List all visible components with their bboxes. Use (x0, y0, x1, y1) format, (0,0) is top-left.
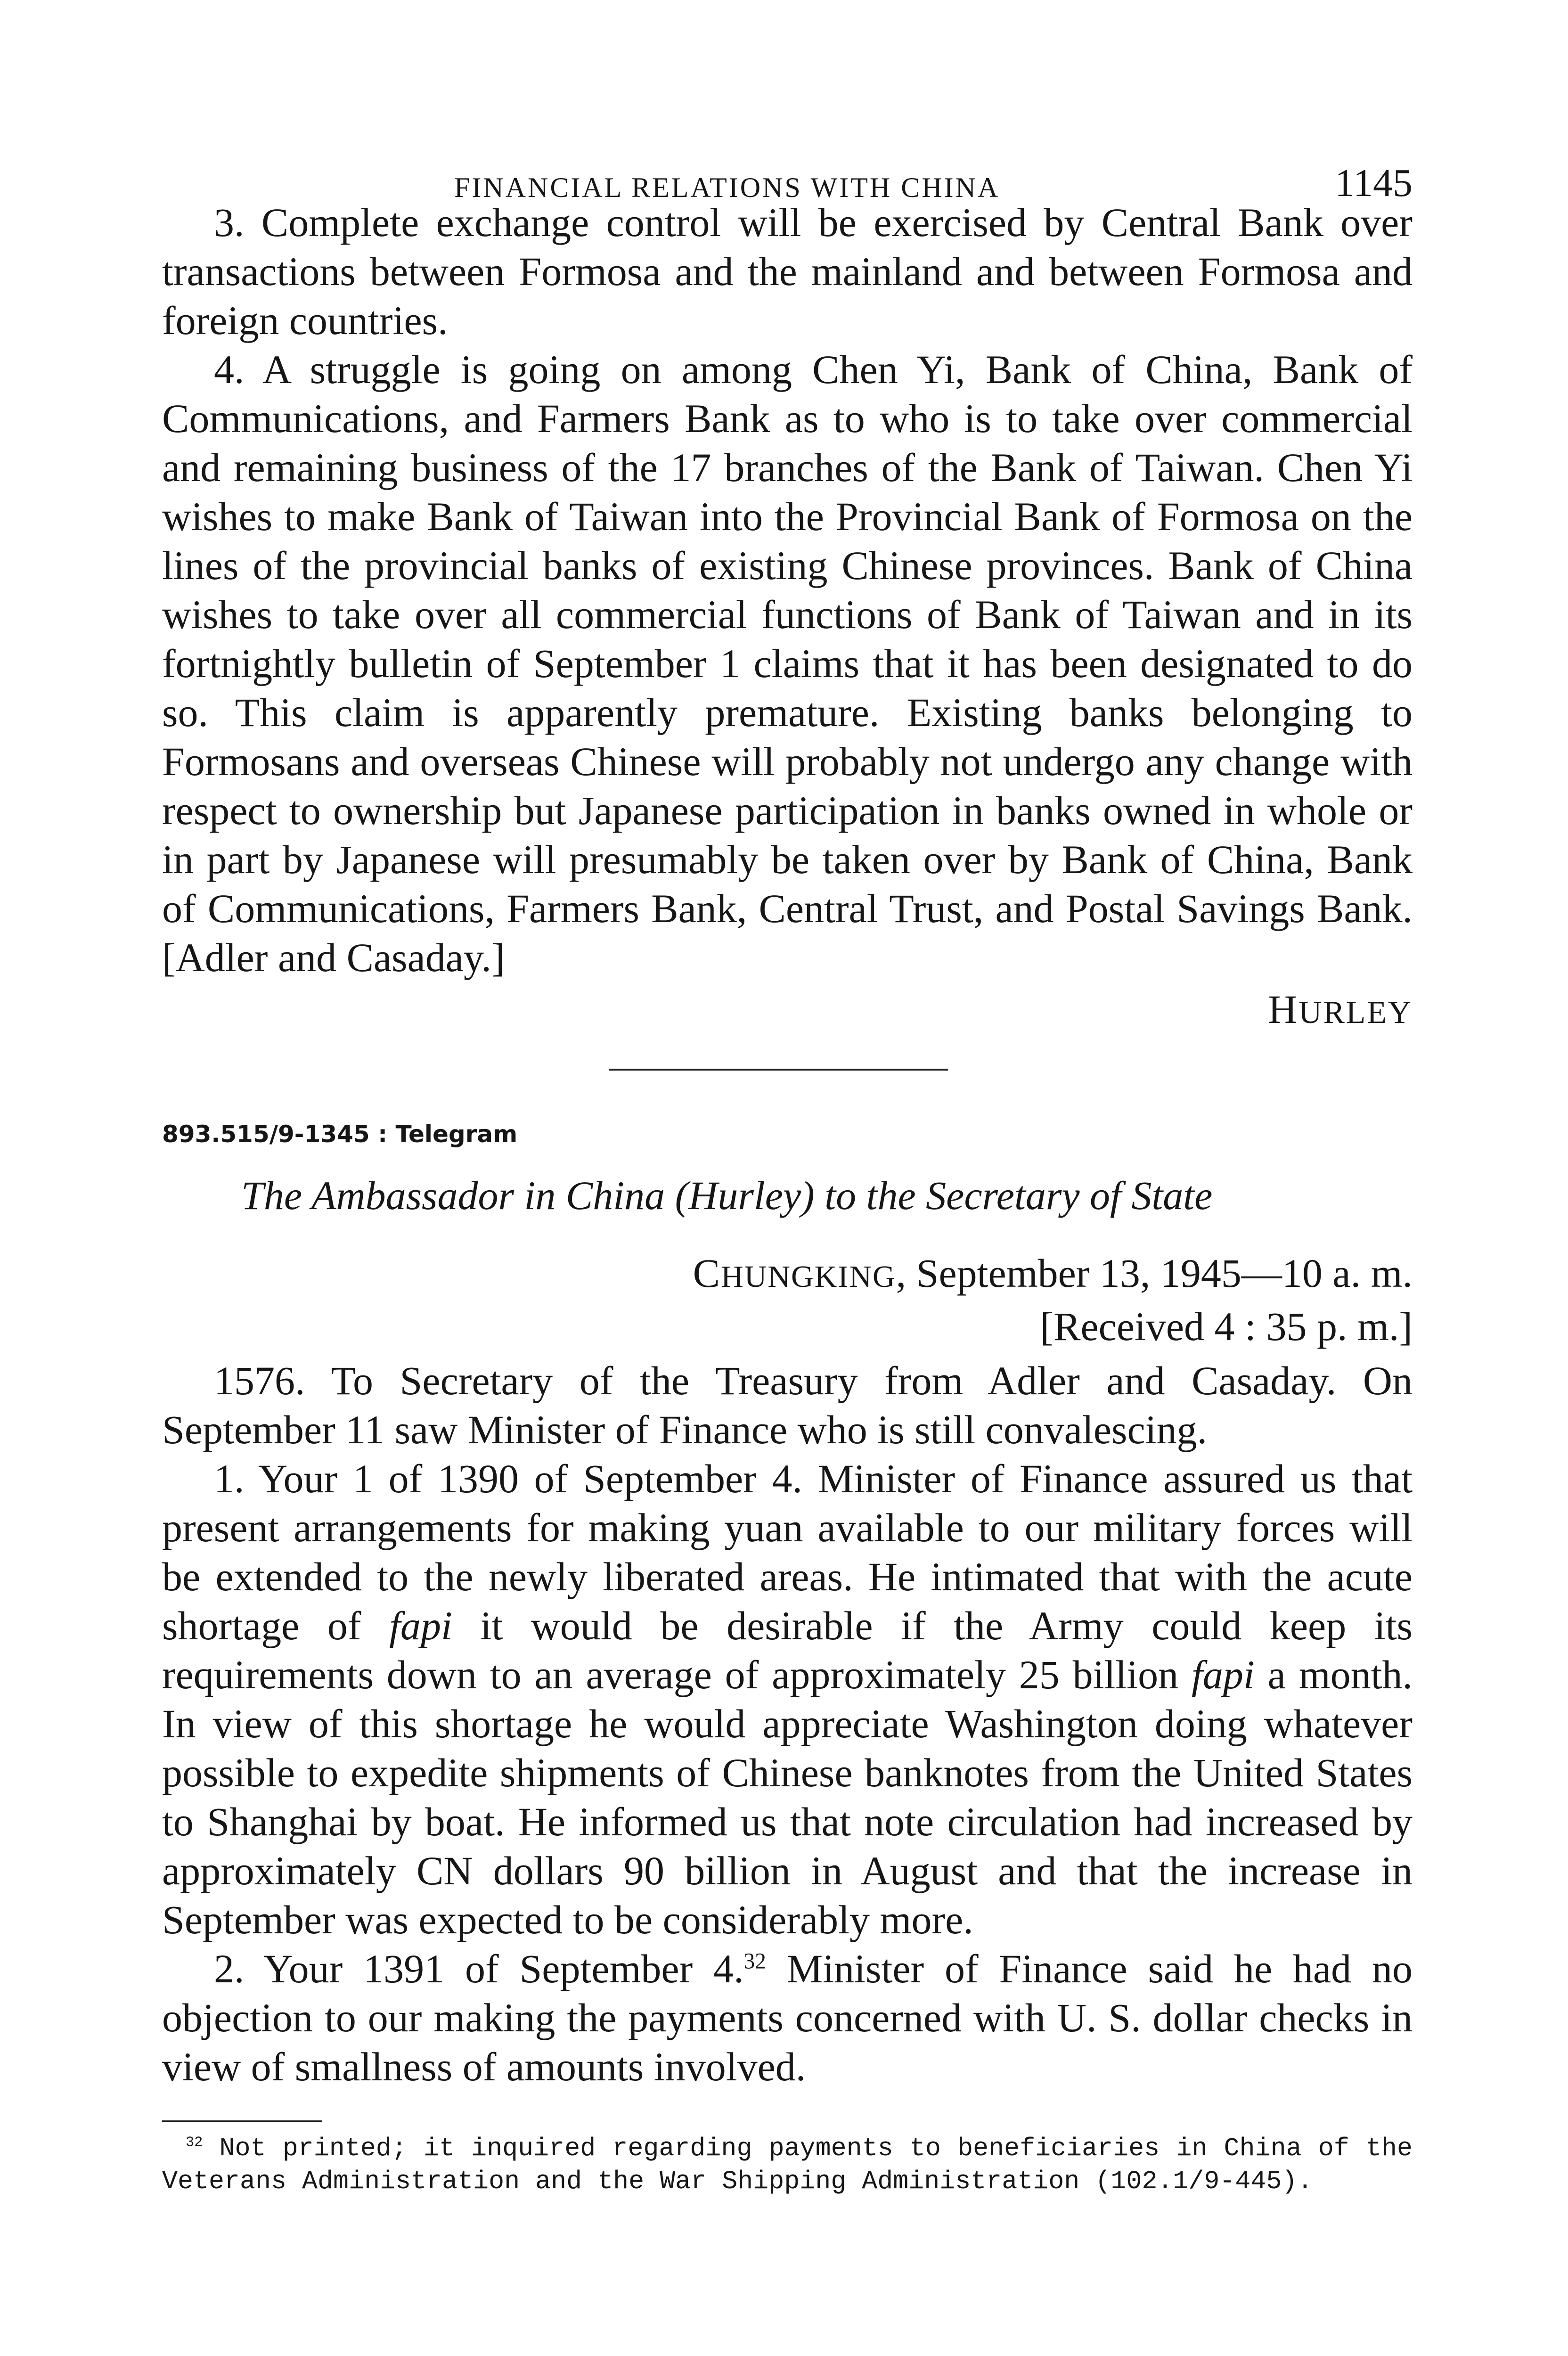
signature-rest: URLEY (1298, 994, 1413, 1030)
paragraph-2 (162, 1944, 1413, 2091)
signature (162, 983, 1413, 1036)
footnote-text: Not printed; it inquired regarding payments to beneficiaries in China of the Veterans Administration and the War Shipping Administration (102.1/9-445). (162, 2134, 1413, 2196)
continued-telegram (162, 198, 1413, 1036)
footnote-32 (162, 2132, 1413, 2198)
paragraph-2-text-b: Minister of Finance said he had no objection to our making the payments concerned with U. S. dollar checks in view of smallness of amounts involved. (162, 1946, 1413, 2089)
document-title: The Ambassador in China (Hurley) to the Secretary of State (241, 1173, 1213, 1218)
intro-paragraph: 1576. To Secretary of the Treasury from Adler and Casaday. On September 11 saw Minister of Finance who is still convalescing. (162, 1358, 1413, 1452)
dateline (162, 1249, 1413, 1301)
telegram-body (162, 1356, 1413, 2091)
footnote-marker: 32 (186, 2135, 203, 2151)
document-page (162, 141, 1413, 2198)
place-initial: C (693, 1251, 721, 1296)
file-reference: 893.515/9-1345 : Telegram (162, 1121, 518, 1148)
fapi-term: fapi (1192, 1652, 1255, 1697)
running-title: FINANCIAL RELATIONS WITH CHINA (454, 172, 1000, 203)
page-number: 1145 (1335, 161, 1413, 205)
paragraph-4: 4. A struggle is going on among Chen Yi, Bank of China, Bank of Communications, and Farmers Bank as to who is to take over commercial and remaining business of the 17 branches of the Bank of Taiwan. Chen Yi wishes to make Bank of Taiwan into the Provincial Bank of Formosa on the lines of the provincial banks of existing Chinese provinces. Bank of China wishes to take over all commercial functions of Bank of Taiwan and in its fortnightly bulletin of September 1 claims that it has been designated to do so. This claim is apparently premature. Existing banks belonging to Formosans and overseas Chinese will probably not undergo any change with respect to ownership but Japanese participation in banks owned in whole or in part by Japanese will presumably be taken over by Bank of China, Bank of Communications, Farmers Bank, Central Trust, and Postal Savings Bank. [Adler and Casaday.] (162, 347, 1413, 980)
received-time: [Received 4 : 35 p. m.] (1040, 1304, 1413, 1349)
paragraph-3: 3. Complete exchange control will be exercised by Central Bank over transactions between Formosa and the mainland and between Formosa and foreign countries. (162, 200, 1413, 343)
paragraph-1-text-b: it would be desirable if the Army could keep its requirements down to an average of approximately 25 billion (162, 1603, 1413, 1697)
paragraph-1 (162, 1454, 1413, 1944)
place-rest: HUNGKING (721, 1260, 896, 1294)
section-divider (609, 1069, 948, 1071)
footnote-reference[interactable]: 32 (743, 1949, 766, 1974)
signature-initial: H (1268, 987, 1299, 1032)
paragraph-2-text-a: 2. Your 1391 of September 4. (214, 1946, 744, 1991)
paragraph-1-text-a: 1. Your 1 of 1390 of September 4. Minister of Finance assured us that present arrangements for making yuan available to our military forces will be extended to the newly liberated areas. He intimated that with the acute shortage of (162, 1456, 1413, 1648)
paragraph-1-text-c: a month. In view of this shortage he would appreciate Washington doing whatever possible to expedite shipments of Chinese banknotes from the United States to Shanghai by boat. He informed us that note circulation had increased by approximately CN dollars 90 billion in August and that the increase in September was expected to be considerably more. (162, 1652, 1413, 1942)
running-header (162, 141, 1413, 205)
footnote-divider (162, 2120, 322, 2122)
fapi-term: fapi (389, 1603, 452, 1648)
dateline-place (693, 1251, 896, 1296)
dateline-date: , September 13, 1945—10 a. m. (896, 1251, 1413, 1296)
